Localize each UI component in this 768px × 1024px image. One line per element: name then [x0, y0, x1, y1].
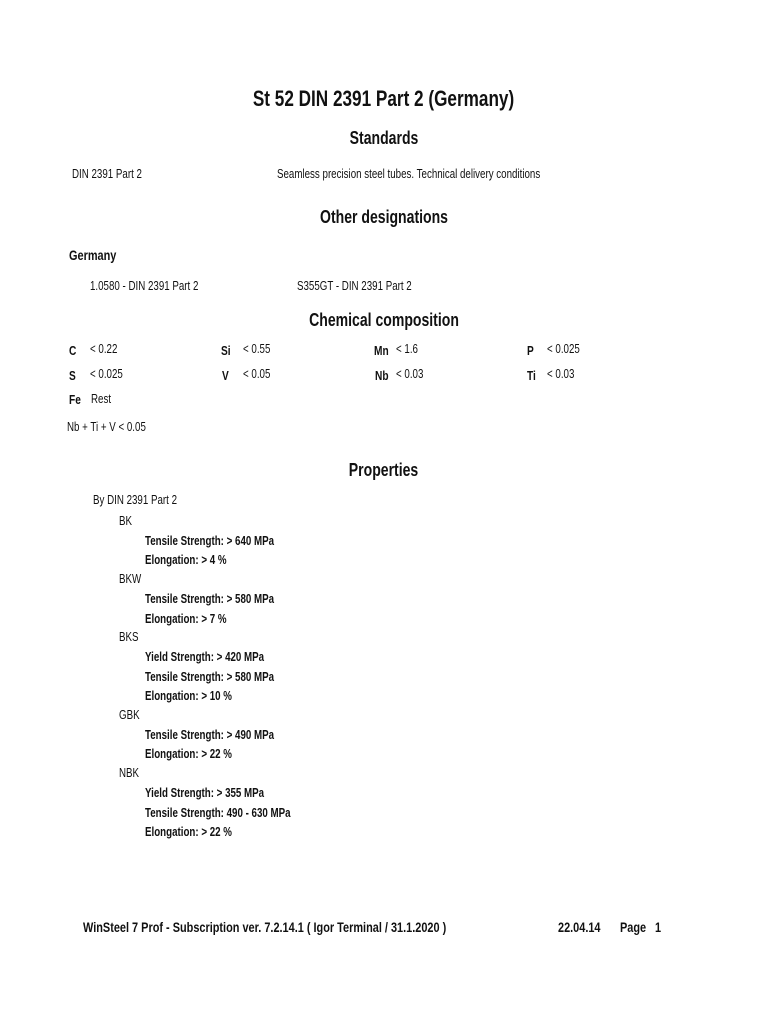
- element-value: < 0.05: [243, 367, 271, 381]
- standards-heading: Standards: [349, 128, 419, 148]
- property-group-name: GBK: [119, 708, 140, 722]
- property-group-name: BK: [119, 514, 133, 528]
- element-symbol: Fe: [69, 392, 81, 407]
- property-group-name: NBK: [119, 766, 140, 780]
- property-line: Elongation: > 10 %: [145, 689, 232, 703]
- property-line: Tensile Strength: > 580 MPa: [145, 670, 275, 684]
- element-value: < 0.03: [547, 367, 575, 381]
- element-symbol: Ti: [527, 368, 536, 383]
- element-value: < 0.025: [90, 367, 123, 381]
- element-value: < 0.22: [90, 342, 118, 356]
- element-symbol: V: [222, 368, 229, 383]
- property-line: Elongation: > 22 %: [145, 747, 232, 761]
- property-line: Elongation: > 4 %: [145, 553, 227, 567]
- property-line: Elongation: > 7 %: [145, 612, 227, 626]
- property-line: Yield Strength: > 420 MPa: [145, 650, 265, 664]
- element-symbol: Mn: [374, 343, 389, 358]
- property-line: Yield Strength: > 355 MPa: [145, 786, 265, 800]
- property-line: Tensile Strength: > 640 MPa: [145, 534, 275, 548]
- property-line: Elongation: > 22 %: [145, 825, 232, 839]
- footer-software: WinSteel 7 Prof - Subscription ver. 7.2.14.1 ( Igor Terminal / 31.1.2020 ): [83, 919, 447, 935]
- standard-code: DIN 2391 Part 2: [72, 167, 142, 181]
- footer-date: 22.04.14: [558, 919, 601, 935]
- designation-item: 1.0580 - DIN 2391 Part 2: [90, 279, 199, 293]
- property-group-name: BKS: [119, 630, 139, 644]
- footer-page-number: 1: [655, 919, 662, 935]
- designation-item: S355GT - DIN 2391 Part 2: [297, 279, 412, 293]
- element-value: < 0.55: [243, 342, 271, 356]
- element-symbol: Si: [221, 343, 231, 358]
- properties-source: By DIN 2391 Part 2: [93, 493, 178, 507]
- chemical-composition-heading: Chemical composition: [309, 310, 459, 330]
- element-value: < 0.025: [547, 342, 580, 356]
- property-group-name: BKW: [119, 572, 142, 586]
- element-symbol: Nb: [375, 368, 389, 383]
- element-symbol: C: [69, 343, 77, 358]
- element-symbol: P: [527, 343, 534, 358]
- footer-page-label: Page: [620, 919, 647, 935]
- property-line: Tensile Strength: > 490 MPa: [145, 728, 275, 742]
- property-line: Tensile Strength: 490 - 630 MPa: [145, 806, 291, 820]
- element-symbol: S: [69, 368, 76, 383]
- properties-heading: Properties: [349, 460, 419, 480]
- element-value: Rest: [91, 392, 112, 406]
- element-value: < 0.03: [396, 367, 424, 381]
- property-line: Tensile Strength: > 580 MPa: [145, 592, 275, 606]
- other-designations-heading: Other designations: [320, 207, 448, 227]
- designation-country: Germany: [69, 247, 117, 263]
- element-value: < 1.6: [396, 342, 418, 356]
- page-title: St 52 DIN 2391 Part 2 (Germany): [253, 86, 515, 111]
- composition-note: Nb + Ti + V < 0.05: [67, 420, 146, 434]
- standard-description: Seamless precision steel tubes. Technical delivery conditions: [277, 167, 541, 181]
